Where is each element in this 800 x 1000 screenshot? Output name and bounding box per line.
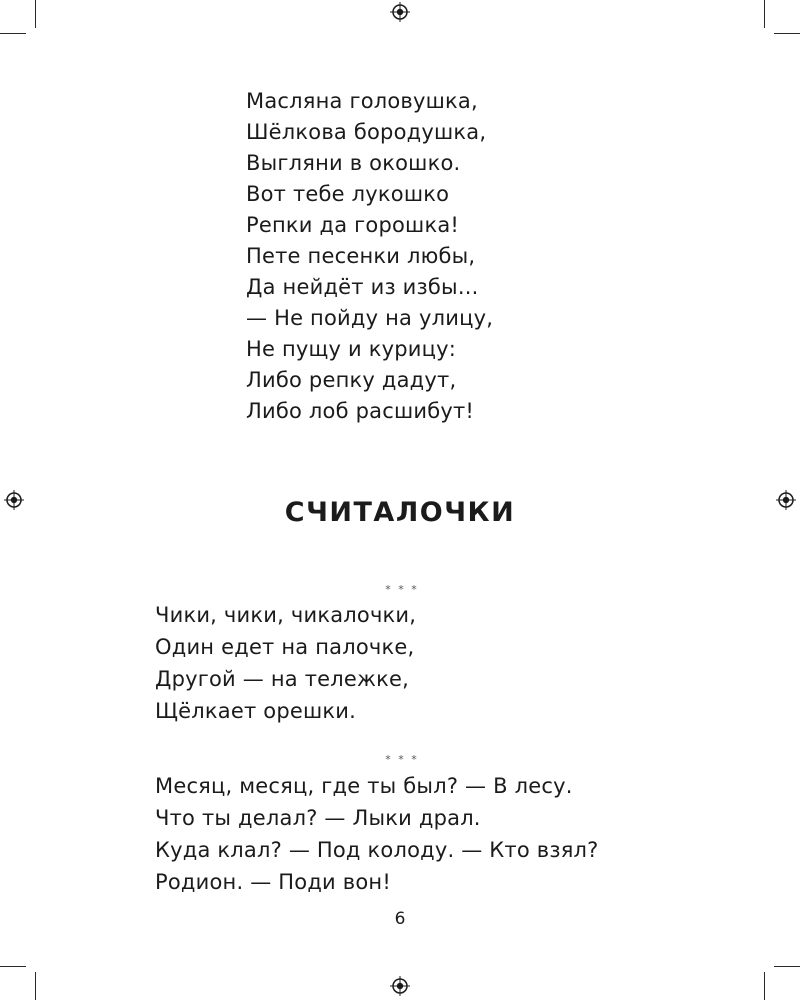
crop-mark-top-left-horizontal: [0, 33, 26, 34]
crosshair-circle-icon: [390, 2, 410, 22]
rhyme-line: Месяц, месяц, где ты был? — В лесу.: [155, 774, 573, 798]
page-number: 6: [394, 909, 406, 929]
poem-line: Вот тебе лукошко: [246, 182, 450, 206]
rhyme-line: Другой — на тележке,: [155, 667, 410, 691]
poem-line: Да нейдёт из избы...: [246, 275, 479, 299]
crop-mark-bottom-left-vertical: [35, 972, 36, 1000]
poem-line: Выгляни в окошко.: [246, 151, 461, 175]
crop-mark-bottom-right-horizontal: [774, 966, 800, 967]
rhyme-line: Щёлкает орешки.: [155, 699, 357, 723]
crosshair-circle-icon: [390, 976, 410, 996]
crop-mark-top-right-horizontal: [774, 33, 800, 34]
verse-separator: * * *: [385, 753, 419, 766]
crop-mark-bottom-left-horizontal: [0, 966, 26, 967]
rhyme-line: Родион. — Поди вон!: [155, 870, 391, 894]
poem-line: Репки да горошка!: [246, 213, 460, 237]
crop-mark-top-right-vertical: [764, 0, 765, 28]
poem-line: Либо лоб расшибут!: [246, 399, 475, 423]
rhyme-line: Куда клал? — Под колоду. — Кто взял?: [155, 838, 599, 862]
crosshair-circle-icon: [4, 490, 24, 510]
poem-line: Не пущу и курицу:: [246, 337, 457, 361]
rhyme-line: Чики, чики, чикалочки,: [155, 603, 417, 627]
section-title: СЧИТАЛОЧКИ: [284, 497, 516, 528]
poem-line: — Не пойду на улицу,: [246, 306, 494, 330]
verse-separator: * * *: [385, 583, 419, 596]
crosshair-circle-icon: [776, 490, 796, 510]
rhyme-line: Что ты делал? — Лыки драл.: [155, 806, 481, 830]
poem-line: Масляна головушка,: [246, 89, 478, 113]
crop-mark-top-left-vertical: [35, 0, 36, 28]
poem-line: Пете песенки любы,: [246, 244, 476, 268]
crop-mark-bottom-right-vertical: [764, 972, 765, 1000]
rhyme-line: Один едет на палочке,: [155, 635, 415, 659]
poem-line: Шёлкова бородушка,: [246, 120, 487, 144]
poem-line: Либо репку дадут,: [246, 368, 457, 392]
